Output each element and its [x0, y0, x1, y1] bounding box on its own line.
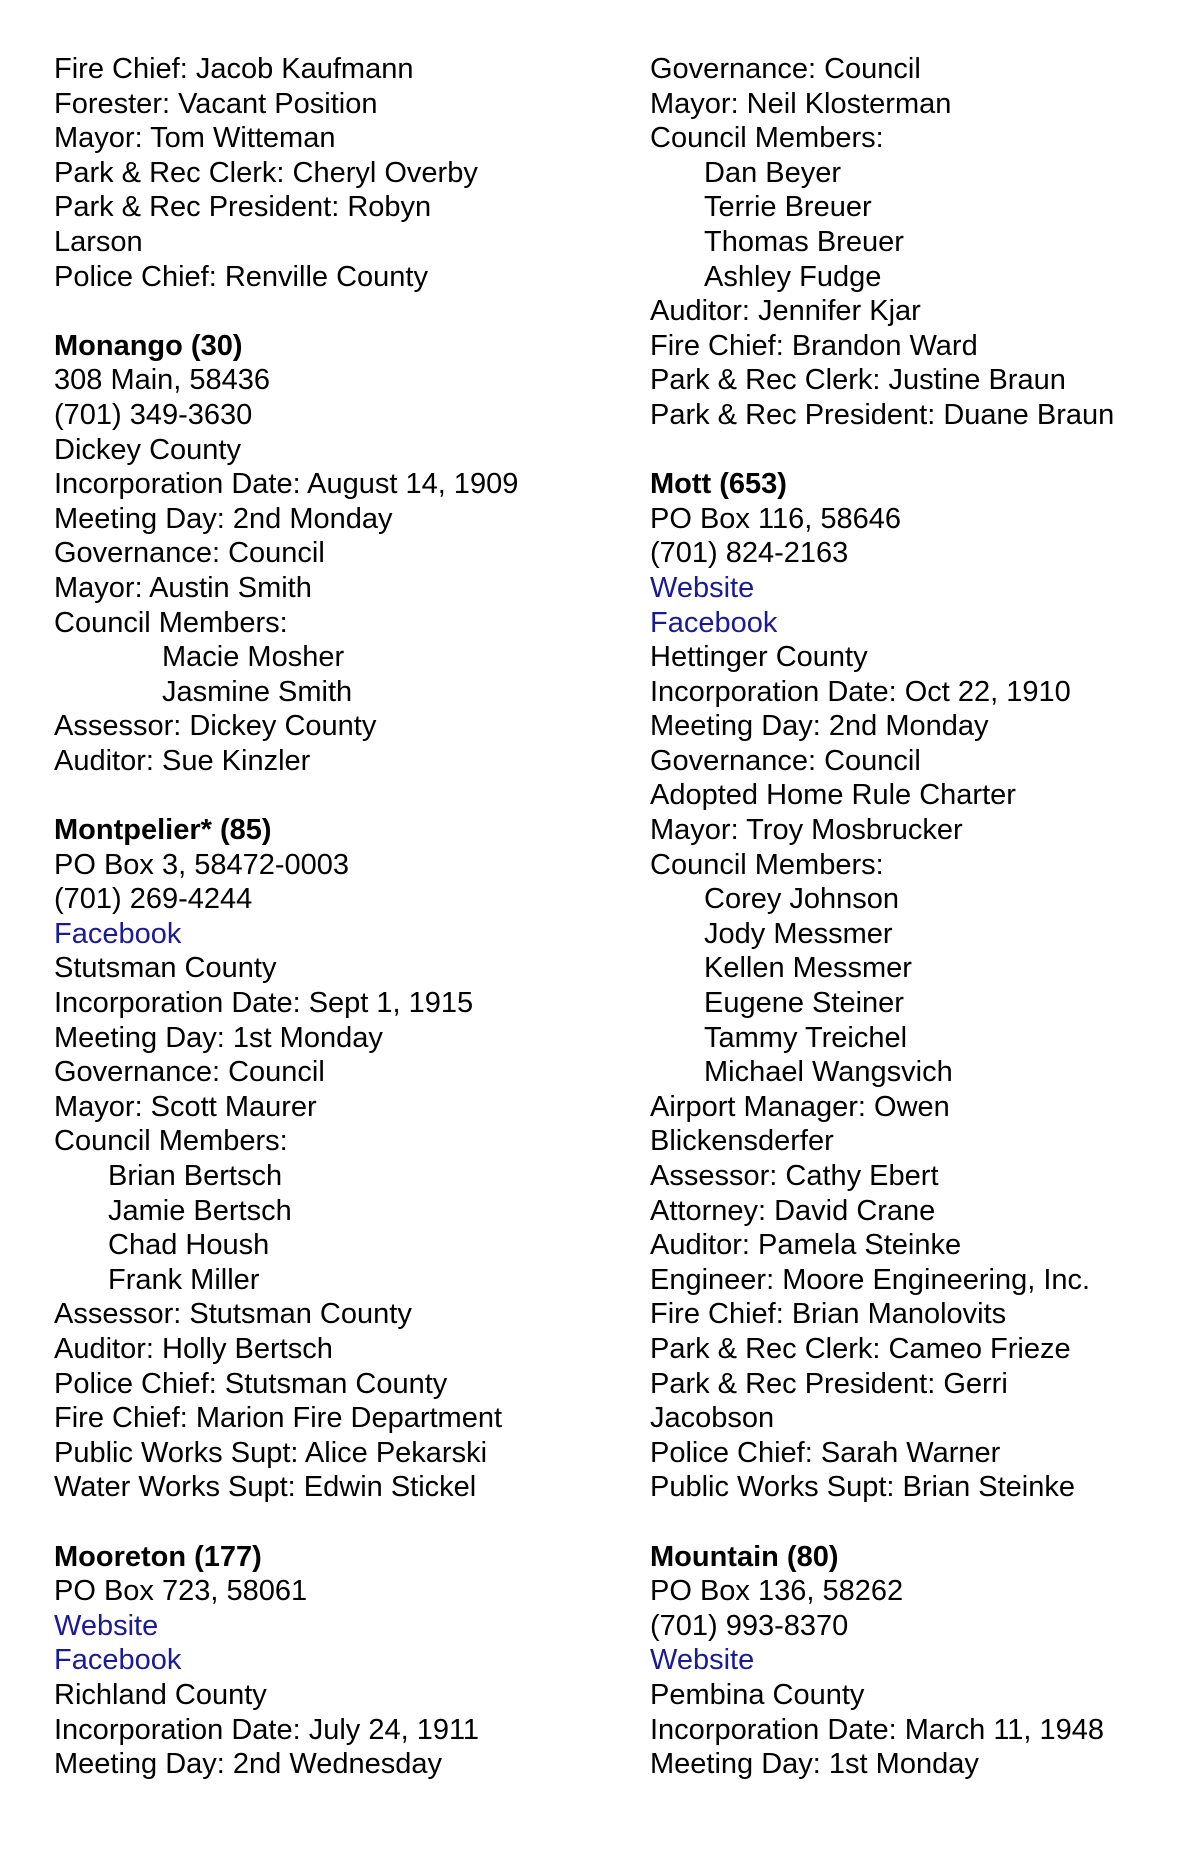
- left-column: [54, 52, 614, 1782]
- council-member: Terrie Breuer: [704, 191, 872, 224]
- entry-line: Assessor: Cathy Ebert: [650, 1160, 939, 1192]
- entry-line: Fire Chief: Brian Manolovits: [650, 1298, 1007, 1331]
- entry-line: Incorporation Date: March 11, 1948: [650, 1713, 1105, 1746]
- entry-line: Richland County: [54, 1678, 267, 1711]
- spacer: [54, 1505, 614, 1540]
- city-heading: Mooreton (177): [54, 1540, 262, 1573]
- council-member: Thomas Breuer: [704, 225, 904, 258]
- entry-line: 308 Main, 58436: [54, 364, 271, 397]
- entry-line: Park & Rec President: Gerri: [650, 1367, 1008, 1400]
- entry-line: Park & Rec President: Duane Braun: [650, 398, 1115, 431]
- entry-line: Park & Rec Clerk: Cheryl Overby: [54, 156, 478, 189]
- city-entry-mooreton: [54, 1540, 614, 1782]
- city-entry-montpelier: [54, 813, 614, 1505]
- entry-line: Governance: Council: [54, 537, 325, 570]
- entry-line: Police Chief: Sarah Warner: [650, 1436, 1001, 1469]
- entry-line: PO Box 136, 58262: [650, 1575, 904, 1608]
- city-entry-mott: [650, 467, 1190, 1505]
- council-member: Jody Messmer: [704, 917, 893, 950]
- entry-line: Fire Chief: Marion Fire Department: [54, 1402, 503, 1435]
- council-member: Macie Mosher: [162, 641, 345, 674]
- entry-line: Fire Chief: Jacob Kaufmann: [54, 53, 414, 85]
- facebook-link[interactable]: Facebook: [54, 1644, 182, 1677]
- council-member: Dan Beyer: [704, 156, 842, 189]
- council-member: Tammy Treichel: [704, 1021, 908, 1054]
- entry-line: Auditor: Pamela Steinke: [650, 1229, 962, 1262]
- entry-line: Assessor: Dickey County: [54, 710, 377, 743]
- city-heading: Mott (653): [650, 468, 787, 501]
- entry-line: Park & Rec Clerk: Cameo Frieze: [650, 1332, 1071, 1365]
- council-member: Michael Wangsvich: [704, 1056, 953, 1089]
- entry-line: Auditor: Holly Bertsch: [54, 1332, 333, 1365]
- entry-line: Water Works Supt: Edwin Stickel: [54, 1471, 477, 1504]
- entry-line: Council Members:: [54, 1125, 288, 1158]
- council-member: Eugene Steiner: [704, 987, 904, 1020]
- city-heading: Montpelier* (85): [54, 814, 272, 847]
- council-member: Ashley Fudge: [704, 260, 882, 293]
- entry-line: Meeting Day: 2nd Wednesday: [54, 1748, 442, 1781]
- entry-line: PO Box 116, 58646: [650, 502, 901, 535]
- council-member: Jasmine Smith: [162, 675, 353, 708]
- entry-line: Meeting Day: 1st Monday: [54, 1021, 383, 1054]
- entry-line: Dickey County: [54, 433, 241, 466]
- website-link[interactable]: Website: [54, 1609, 159, 1642]
- council-member: Jamie Bertsch: [108, 1194, 292, 1227]
- entry-line: Meeting Day: 2nd Monday: [650, 710, 989, 743]
- entry-line: PO Box 723, 58061: [54, 1575, 308, 1608]
- entry-line: Forester: Vacant Position: [54, 87, 378, 120]
- city-entry-mountain: [650, 1540, 1190, 1782]
- entry-line: (701) 269-4244: [54, 883, 253, 916]
- entry-line: PO Box 3, 58472-0003: [54, 848, 350, 881]
- entry-line: Mayor: Austin Smith: [54, 571, 312, 604]
- spacer: [650, 1505, 1190, 1540]
- entry-line: Governance: Council: [54, 1056, 325, 1089]
- entry-line: (701) 824-2163: [650, 537, 849, 570]
- entry-line: Incorporation Date: August 14, 1909: [54, 468, 519, 501]
- entry-line: Council Members:: [650, 848, 884, 881]
- entry-line: Fire Chief: Brandon Ward: [650, 329, 978, 362]
- entry-line: Incorporation Date: Oct 22, 1910: [650, 675, 1071, 708]
- entry-line: Adopted Home Rule Charter: [650, 779, 1016, 812]
- council-member: Brian Bertsch: [108, 1160, 283, 1192]
- entry-line: Jacobson: [650, 1402, 775, 1435]
- entry-line: Engineer: Moore Engineering, Inc.: [650, 1263, 1091, 1296]
- entry-line: Police Chief: Stutsman County: [54, 1367, 448, 1400]
- entry-line: Pembina County: [650, 1678, 865, 1711]
- entry-line: Meeting Day: 1st Monday: [650, 1748, 979, 1781]
- entry-line: (701) 349-3630: [54, 398, 253, 431]
- entry-line: Park & Rec Clerk: Justine Braun: [650, 364, 1066, 397]
- council-member: Corey Johnson: [704, 883, 900, 916]
- website-link[interactable]: Website: [650, 1644, 755, 1677]
- facebook-link[interactable]: Facebook: [54, 917, 182, 950]
- entry-line: Council Members:: [54, 606, 288, 639]
- entry-line: Attorney: David Crane: [650, 1194, 936, 1227]
- council-member: Frank Miller: [108, 1263, 260, 1296]
- entry-line: Council Members:: [650, 122, 884, 155]
- entry-line: Meeting Day: 2nd Monday: [54, 502, 393, 535]
- entry-line: Mayor: Tom Witteman: [54, 122, 336, 155]
- entry-line: Police Chief: Renville County: [54, 260, 428, 293]
- entry-line: Public Works Supt: Alice Pekarski: [54, 1436, 488, 1469]
- right-column: [650, 52, 1190, 1782]
- spacer: [54, 778, 614, 813]
- city-entry-monango: [54, 329, 614, 779]
- entry-line: Mayor: Troy Mosbrucker: [650, 814, 963, 847]
- spacer: [650, 433, 1190, 468]
- entry-line: Stutsman County: [54, 952, 277, 985]
- city-heading: Monango (30): [54, 329, 243, 362]
- entry-line: Mayor: Neil Klosterman: [650, 87, 952, 120]
- entry-line: (701) 993-8370: [650, 1609, 849, 1642]
- entry-line: Hettinger County: [650, 641, 868, 674]
- entry-line: Public Works Supt: Brian Steinke: [650, 1471, 1075, 1504]
- entry-line: Airport Manager: Owen: [650, 1090, 950, 1123]
- council-member: Chad Housh: [108, 1229, 270, 1262]
- entry-line: Auditor: Sue Kinzler: [54, 744, 311, 777]
- entry-line: Blickensderfer: [650, 1125, 834, 1158]
- entry-line: Assessor: Stutsman County: [54, 1298, 412, 1331]
- entry-line: Governance: Council: [650, 53, 921, 85]
- website-link[interactable]: Website: [650, 571, 755, 604]
- city-heading: Mountain (80): [650, 1540, 839, 1573]
- council-member: Kellen Messmer: [704, 952, 912, 985]
- entry-line: Park & Rec President: Robyn: [54, 191, 432, 224]
- entry-line: Governance: Council: [650, 744, 921, 777]
- entry-line: Incorporation Date: July 24, 1911: [54, 1713, 480, 1746]
- entry-line: Auditor: Jennifer Kjar: [650, 295, 921, 328]
- spacer: [54, 294, 614, 329]
- facebook-link[interactable]: Facebook: [650, 606, 778, 639]
- entry-line: Larson: [54, 225, 143, 258]
- entry-line: Mayor: Scott Maurer: [54, 1090, 317, 1123]
- entry-line: Incorporation Date: Sept 1, 1915: [54, 987, 474, 1020]
